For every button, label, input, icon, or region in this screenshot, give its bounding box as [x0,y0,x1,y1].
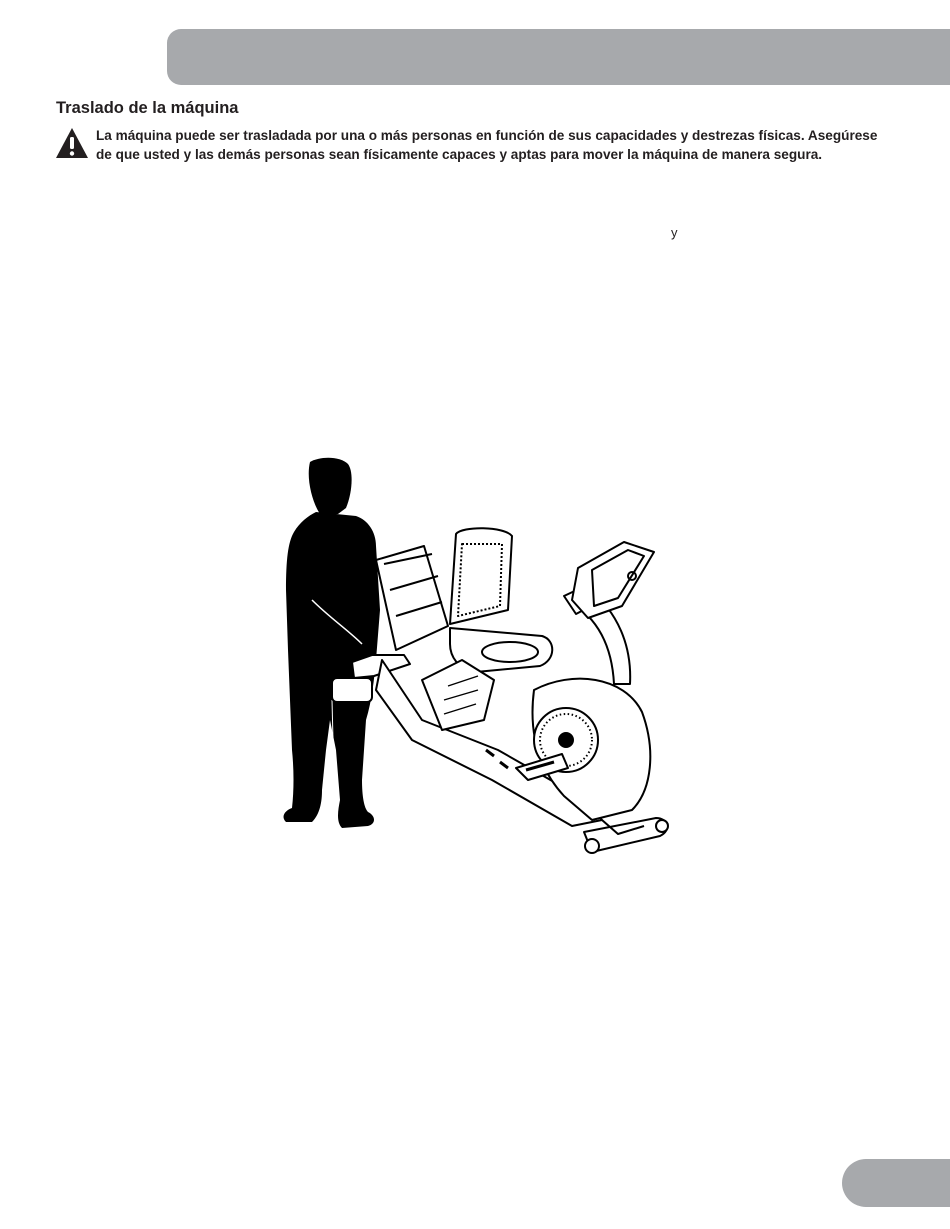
person-moving-recumbent-bike-illustration [272,450,682,860]
stray-letter: y [671,225,678,240]
page-number-tab [842,1159,950,1207]
recumbent-bike-drawing [332,528,668,853]
header-bar [167,29,950,85]
warning-text: La máquina puede ser trasladada por una o más personas en función de sus capacidades y destrezas físicas. Asegúrese de que usted y las demás personas sean físicamente capaces y aptas para mover la máquina de manera segura. [96,128,878,162]
section-title: Traslado de la máquina [56,99,239,117]
warning-triangle-icon [55,127,89,159]
person-silhouette [284,458,380,828]
